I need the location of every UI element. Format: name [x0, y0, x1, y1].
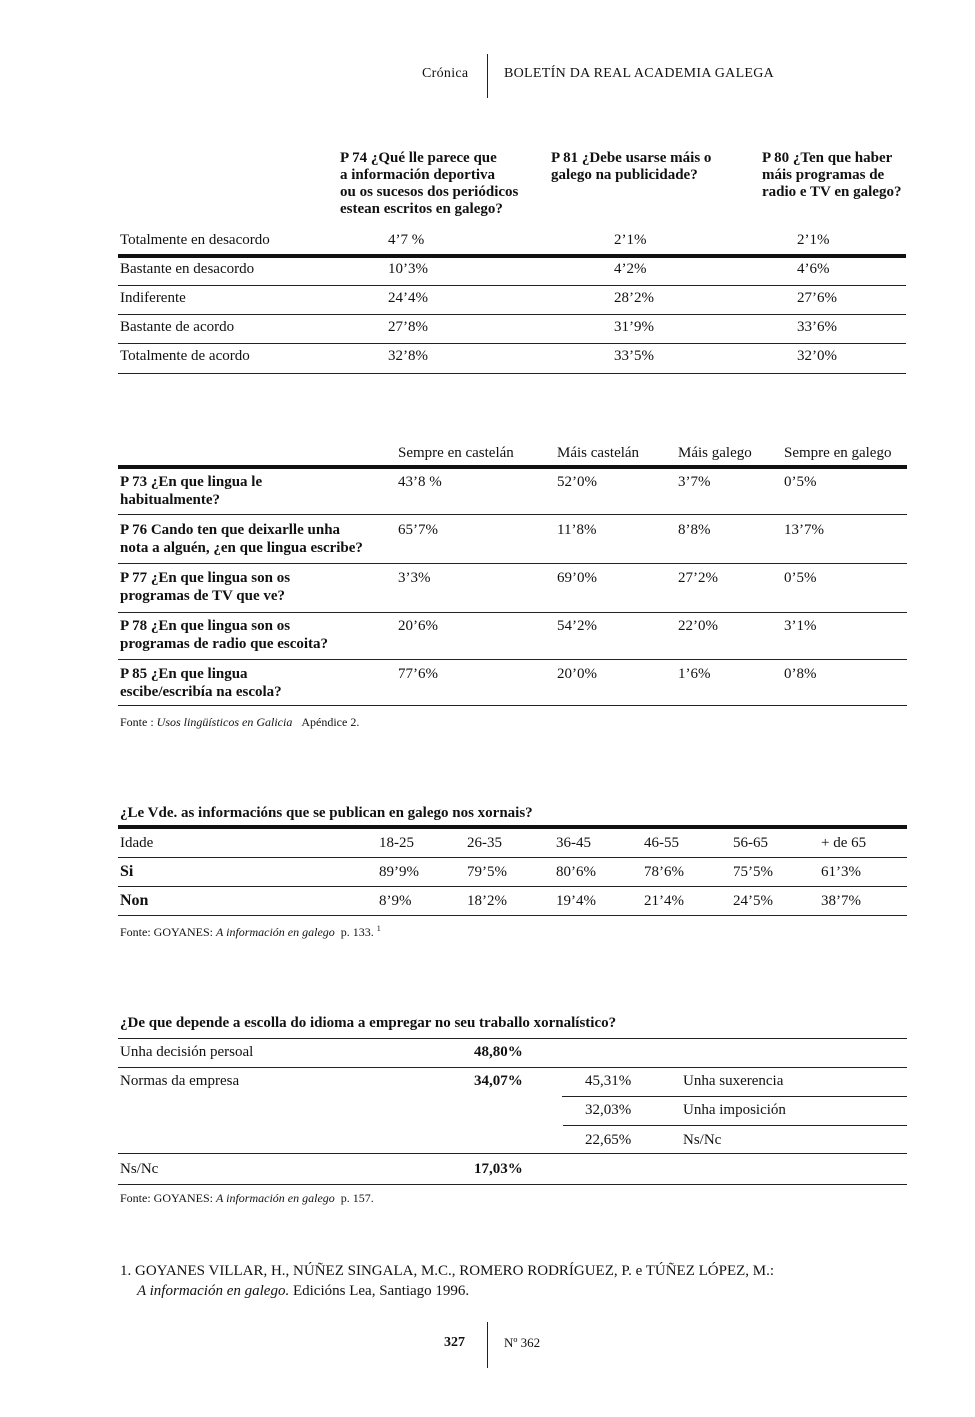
cell-value: 17,03% — [474, 1161, 523, 1177]
column-header: 36-45 — [556, 835, 591, 851]
cell-value: 8’8% — [678, 522, 711, 538]
cell-value: 48,80% — [474, 1044, 523, 1060]
cell-value: 52’0% — [557, 474, 597, 490]
row-label: Normas da empresa — [120, 1073, 240, 1089]
page-number: 327 — [444, 1335, 465, 1350]
cell-value: 27’6% — [797, 290, 837, 306]
cell-value: 24’5% — [733, 893, 773, 909]
column-header: 26-35 — [467, 835, 502, 851]
column-header: Máis galego — [678, 445, 752, 461]
column-header: 46-55 — [644, 835, 679, 851]
cell-value: 89’9% — [379, 864, 419, 880]
table-rule — [118, 343, 906, 344]
cell-value: 0’5% — [784, 474, 817, 490]
cell-value: 33’6% — [797, 319, 837, 335]
cell-value: 10’3% — [388, 261, 428, 277]
table-title: ¿Le Vde. as informacións que se publican en galego nos xornais? — [120, 805, 533, 821]
table-rule — [118, 915, 907, 916]
column-header: + de 65 — [821, 835, 867, 851]
footnote-authors: 1. GOYANES VILLAR, H., NÚÑEZ SINGALA, M.C., ROMERO RODRÍGUEZ, P. e TÚÑEZ LÓPEZ, M.: — [120, 1263, 775, 1279]
cell-value: 13’7% — [784, 522, 824, 538]
cell-value: 11’8% — [557, 522, 597, 538]
sub-value: 22,65% — [585, 1132, 632, 1148]
table-rule — [118, 1184, 907, 1185]
question-header-p81: P 81 ¿Debe usarse máis o galego na publicidade? — [551, 150, 712, 183]
cell-value: 77’6% — [398, 666, 438, 682]
cell-value: 3’3% — [398, 570, 431, 586]
cell-value: 27’8% — [388, 319, 428, 335]
cell-value: 32’0% — [797, 348, 837, 364]
table-rule — [118, 705, 907, 706]
cell-value: 65’7% — [398, 522, 438, 538]
table-source: Fonte : Usos lingüísticos en Galicia Apéndice 2. — [120, 715, 360, 729]
cell-value: 43’8 % — [398, 474, 442, 490]
column-header: Sempre en galego — [784, 445, 892, 461]
cell-value: 18’2% — [467, 893, 507, 909]
cell-value: 20’6% — [398, 618, 438, 634]
sub-label: Ns/Nc — [683, 1132, 722, 1148]
table-rule — [118, 285, 906, 286]
table-rule — [562, 1096, 907, 1097]
cell-value: 28’2% — [614, 290, 654, 306]
row-label: Totalmente en desacordo — [120, 232, 270, 248]
table-rule — [118, 659, 907, 660]
table-rule — [118, 1153, 907, 1154]
cell-value: 20’0% — [557, 666, 597, 682]
cell-value: 0’8% — [784, 666, 817, 682]
table-rule — [118, 563, 907, 564]
table-rule — [118, 612, 907, 613]
row-label: Bastante de acordo — [120, 319, 235, 335]
cell-value: 4’7 % — [388, 232, 425, 248]
cell-value: 3’7% — [678, 474, 711, 490]
table-source: Fonte: GOYANES: A información en galego p. 157. — [120, 1191, 374, 1205]
table-title: ¿De que depende a escolla do idioma a empregar no seu traballo xornalístico? — [120, 1015, 617, 1031]
table-rule — [118, 514, 907, 515]
header-divider — [487, 54, 488, 98]
cell-value: 38’7% — [821, 893, 861, 909]
table-rule — [118, 314, 906, 315]
issue-number: Nº 362 — [504, 1335, 541, 1350]
cell-value: 22’0% — [678, 618, 718, 634]
cell-value: 4’6% — [797, 261, 830, 277]
table-rule-thick — [118, 465, 907, 469]
sub-label: Unha suxerencia — [683, 1073, 784, 1089]
cell-value: 4’2% — [614, 261, 647, 277]
table-rule-thick — [118, 254, 906, 258]
sub-value: 32,03% — [585, 1102, 632, 1118]
question-header-p80: P 80 ¿Ten que haber máis programas de radio e TV en galego? — [762, 150, 902, 200]
cell-value: 54’2% — [557, 618, 597, 634]
column-header: 18-25 — [379, 835, 414, 851]
table-rule — [118, 373, 906, 374]
cell-value: 33’5% — [614, 348, 654, 364]
cell-value: 19’4% — [556, 893, 596, 909]
footer-divider — [487, 1322, 488, 1368]
footnote-publication: A información en galego. Edicións Lea, Santiago 1996. — [137, 1283, 470, 1299]
table-rule-thick — [118, 825, 907, 829]
cell-value: 3’1% — [784, 618, 817, 634]
header-section: Crónica — [422, 66, 469, 81]
row-label: Bastante en desacordo — [120, 261, 255, 277]
column-header: 56-65 — [733, 835, 768, 851]
cell-value: 32’8% — [388, 348, 428, 364]
column-header: Sempre en castelán — [398, 445, 514, 461]
table-rule — [118, 1038, 907, 1039]
cell-value: 61’3% — [821, 864, 861, 880]
footnote-ref[interactable]: 1 — [376, 924, 381, 933]
table-rule — [118, 1067, 907, 1068]
cell-value: 34,07% — [474, 1073, 523, 1089]
table-rule — [118, 886, 907, 887]
table-rule — [118, 857, 907, 858]
row-label: Non — [120, 892, 149, 909]
sub-value: 45,31% — [585, 1073, 632, 1089]
cell-value: 78’6% — [644, 864, 684, 880]
question-header-p74: P 74 ¿Qué lle parece que a información deportiva ou os sucesos dos periódicos estean escritos en galego? — [340, 150, 519, 217]
row-label: Ns/Nc — [120, 1161, 159, 1177]
cell-value: 0’5% — [784, 570, 817, 586]
cell-value: 24’4% — [388, 290, 428, 306]
row-question: P 78 ¿En que lingua son os programas de radio que escoita? — [120, 618, 329, 652]
row-question: P 85 ¿En que lingua escibe/escribía na escola? — [120, 666, 282, 700]
cell-value: 2’1% — [797, 232, 830, 248]
row-question: P 77 ¿En que lingua son os programas de TV que ve? — [120, 570, 291, 604]
row-question: P 73 ¿En que lingua le habitualmente? — [120, 474, 263, 508]
footnote — [120, 1261, 774, 1301]
row-label: Unha decisión persoal — [120, 1044, 254, 1060]
row-label: Idade — [120, 835, 154, 851]
table-source: Fonte: GOYANES: A información en galego p. 133. $^1$ — [120, 924, 381, 939]
table-rule — [563, 1125, 907, 1126]
cell-value: 75’5% — [733, 864, 773, 880]
row-question: P 76 Cando ten que deixarlle unha nota a alguén, ¿en que lingua escribe? — [120, 522, 363, 556]
cell-value: 8’9% — [379, 893, 412, 909]
header-journal: BOLETÍN DA REAL ACADEMIA GALEGA — [504, 66, 775, 81]
row-label: Si — [120, 863, 134, 880]
cell-value: 2’1% — [614, 232, 647, 248]
row-label: Totalmente de acordo — [120, 348, 250, 364]
cell-value: 21’4% — [644, 893, 684, 909]
cell-value: 1’6% — [678, 666, 711, 682]
cell-value: 79’5% — [467, 864, 507, 880]
row-label: Indiferente — [120, 290, 186, 306]
sub-label: Unha imposición — [683, 1102, 786, 1118]
cell-value: 27’2% — [678, 570, 718, 586]
cell-value: 80’6% — [556, 864, 596, 880]
column-header: Máis castelán — [557, 445, 640, 461]
cell-value: 69’0% — [557, 570, 597, 586]
cell-value: 31’9% — [614, 319, 654, 335]
